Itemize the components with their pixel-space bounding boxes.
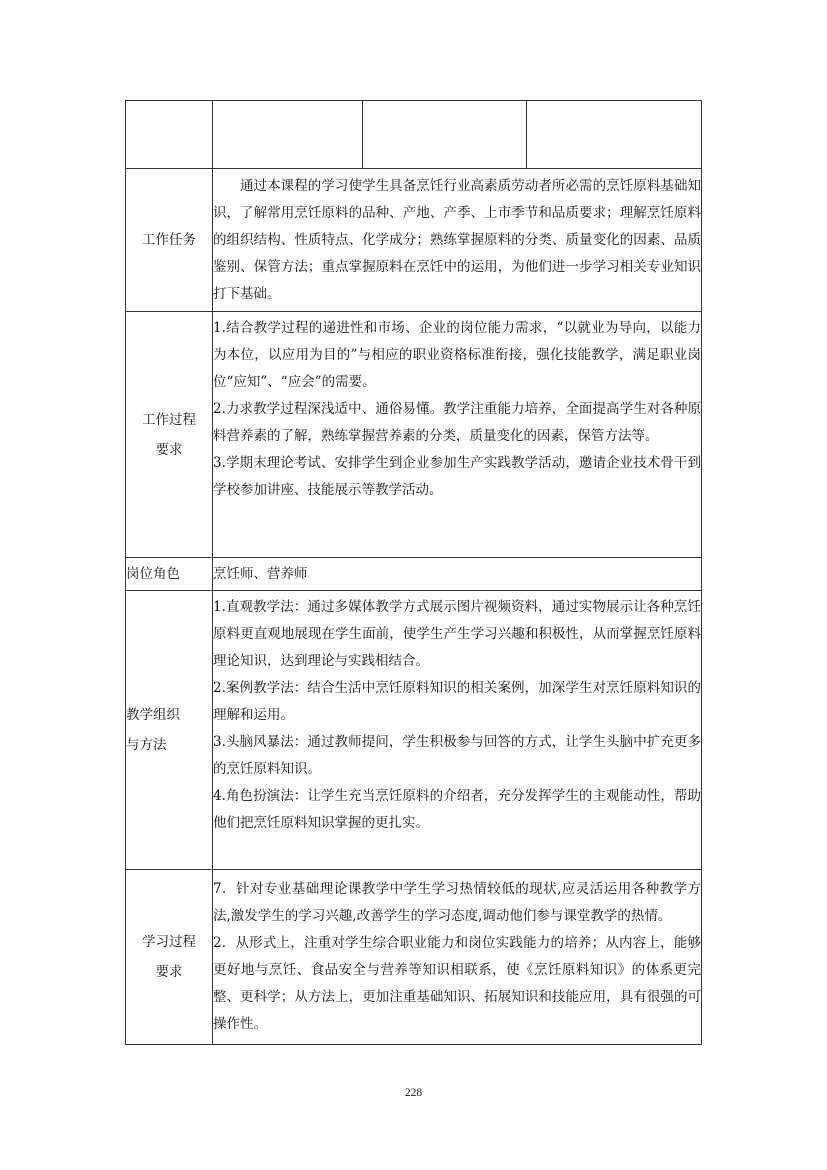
table-row-method (126, 591, 702, 870)
blank-cell-2 (213, 101, 363, 169)
learning-item-1: 7．针对专业基础理论课教学中学生学习热情较低的现状,应灵活运用各种教学方法,激发学生的学习兴趣,改善学生的学习态度,调动他们参与课堂教学的热情。 (213, 881, 701, 924)
blank-cell-3 (363, 101, 527, 169)
learning-label-line2: 要求 (155, 964, 183, 980)
method-label-line2: 与方法 (126, 737, 167, 753)
process-label-line2: 要求 (155, 441, 183, 458)
method-item-1: 1.直观教学法：通过多媒体教学方式展示图片视频资料，通过实物展示让各种烹饪原料更直观地展现在学生面前，使学生产生学习兴趣和积极性，从而掌握烹饪原料理论知识，达到理论与实践相结合。 (213, 599, 701, 669)
method-item-4: 4.角色扮演法：让学生充当烹饪原料的介绍者，充分发挥学生的主观能动性，帮助他们把烹饪原料知识掌握的更扎实。 (213, 788, 701, 831)
process-content (213, 312, 702, 558)
role-content: 烹饪师、营养师 (213, 558, 702, 591)
blank-cell-1 (126, 101, 213, 169)
method-item-2: 2.案例教学法：结合生活中烹饪原料知识的相关案例，加深学生对烹饪原料知识的理解和运用。 (213, 680, 701, 723)
process-label (126, 312, 213, 558)
table-row-process (126, 312, 702, 558)
method-label (126, 591, 213, 870)
table-row-blank (126, 101, 702, 169)
process-label-line1: 工作过程 (142, 411, 196, 428)
learning-label-line1: 学习过程 (142, 934, 196, 950)
learning-item-2: 2．从形式上，注重对学生综合职业能力和岗位实践能力的培养；从内容上，能够更好地与烹饪、食品安全与营养等知识相联系，使《烹饪原料知识》的体系更完整、更科学；从方法上，更加注重基础知识、拓展知识和技能应用，具有很强的可操作性。 (213, 935, 701, 1032)
table-row-learning (126, 870, 702, 1045)
table-row-task (126, 169, 702, 312)
task-label: 工作任务 (126, 169, 213, 312)
course-table (125, 100, 702, 1045)
task-text: 通过本课程的学习使学生具备烹饪行业高素质劳动者所必需的烹饪原料基础知识，了解常用烹饪原料的品种、产地、产季、上市季节和品质要求；理解烹饪原料的组织结构、性质特点、化学成分；熟练掌握原料的分类、质量变化的因素、品质鉴别、保管方法；重点掌握原料在烹饪中的运用，为他们进一步学习相关专业知识打下基础。 (213, 177, 701, 302)
blank-cell-4 (527, 101, 702, 169)
table-row-role (126, 558, 702, 591)
process-item-1: 1.结合教学过程的递进性和市场、企业的岗位能力需求，“以就业为导向，以能力为本位，以应用为目的”与相应的职业资格标准衔接，强化技能教学，满足职业岗位“应知”、“应会”的需要。 (213, 320, 701, 390)
task-content (213, 169, 702, 312)
page-number: 228 (404, 1087, 423, 1099)
learning-content (213, 870, 702, 1045)
process-item-2: 2.力求教学过程深浅适中、通俗易懂。教学注重能力培养，全面提高学生对各种原料营养素的了解，熟练掌握营养素的分类，质量变化的因素，保管方法等。 (213, 401, 701, 444)
learning-label (126, 870, 213, 1045)
role-label: 岗位角色 (126, 558, 213, 591)
method-content (213, 591, 702, 870)
process-item-3: 3.学期末理论考试、安排学生到企业参加生产实践教学活动，邀请企业技术骨干到学校参加讲座、技能展示等教学活动。 (213, 455, 701, 498)
method-label-line1: 教学组织 (126, 707, 180, 723)
method-item-3: 3.头脑风暴法：通过教师提问，学生积极参与回答的方式，让学生头脑中扩充更多的烹饪原料知识。 (213, 734, 701, 777)
